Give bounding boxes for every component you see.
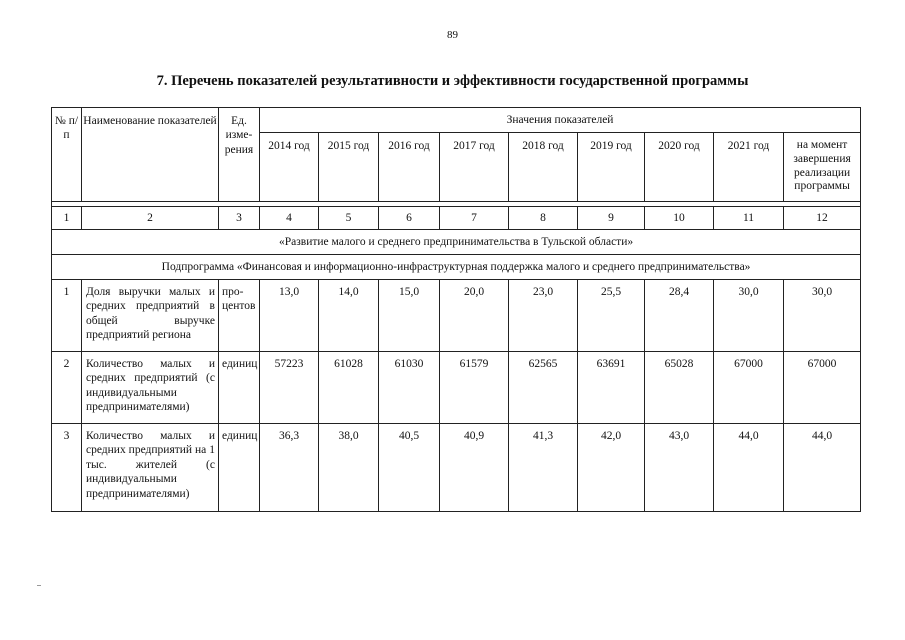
indicator-unit: про-центов	[219, 280, 260, 352]
indicator-name: Количество малых и средних предприятий (с индивидуальными предпринимателями)	[82, 352, 219, 424]
column-index: 2	[82, 207, 219, 230]
column-index: 7	[440, 207, 509, 230]
indicator-unit: единиц	[219, 424, 260, 512]
column-index: 1	[52, 207, 82, 230]
header-year: 2014 год	[260, 133, 319, 202]
header-year: 2015 год	[319, 133, 379, 202]
value-cell: 41,3	[509, 424, 578, 512]
indicator-unit: единиц	[219, 352, 260, 424]
indicators-table	[51, 107, 861, 512]
subprogram-title: Подпрограмма «Финансовая и информационно-инфраструктурная поддержка малого и среднего предпринимательства»	[52, 255, 861, 280]
column-index: 12	[784, 207, 861, 230]
page-number: 89	[447, 29, 458, 41]
column-index: 10	[645, 207, 714, 230]
table-row	[52, 352, 861, 424]
row-number: 3	[52, 424, 82, 512]
value-cell: 30,0	[714, 280, 784, 352]
row-number: 2	[52, 352, 82, 424]
column-index: 5	[319, 207, 379, 230]
value-cell: 62565	[509, 352, 578, 424]
value-cell: 63691	[578, 352, 645, 424]
value-cell: 20,0	[440, 280, 509, 352]
header-year: 2020 год	[645, 133, 714, 202]
value-cell: 67000	[784, 352, 861, 424]
table-row	[52, 280, 861, 352]
column-index: 6	[379, 207, 440, 230]
value-cell: 57223	[260, 352, 319, 424]
value-cell: 65028	[645, 352, 714, 424]
header-unit: Ед. изме-рения	[219, 108, 260, 202]
value-cell: 14,0	[319, 280, 379, 352]
value-cell: 44,0	[714, 424, 784, 512]
header-year: 2019 год	[578, 133, 645, 202]
row-number: 1	[52, 280, 82, 352]
value-cell: 61579	[440, 352, 509, 424]
column-index: 8	[509, 207, 578, 230]
value-cell: 42,0	[578, 424, 645, 512]
header-final-value: на момент завершения реализации программы	[784, 133, 861, 202]
value-cell: 38,0	[319, 424, 379, 512]
scan-mark	[37, 585, 41, 586]
value-cell: 44,0	[784, 424, 861, 512]
header-year: 2016 год	[379, 133, 440, 202]
indicator-name: Количество малых и средних предприятий на 1 тыс. жителей (с индивидуальными предпринимателями)	[82, 424, 219, 512]
value-cell: 40,9	[440, 424, 509, 512]
value-cell: 15,0	[379, 280, 440, 352]
value-cell: 61030	[379, 352, 440, 424]
column-index: 4	[260, 207, 319, 230]
column-index: 11	[714, 207, 784, 230]
header-year: 2018 год	[509, 133, 578, 202]
value-cell: 61028	[319, 352, 379, 424]
value-cell: 13,0	[260, 280, 319, 352]
indicator-name: Доля выручки малых и средних предприятий в общей выручке предприятий региона	[82, 280, 219, 352]
value-cell: 30,0	[784, 280, 861, 352]
value-cell: 28,4	[645, 280, 714, 352]
value-cell: 43,0	[645, 424, 714, 512]
header-num: № п/п	[52, 108, 82, 202]
value-cell: 23,0	[509, 280, 578, 352]
value-cell: 40,5	[379, 424, 440, 512]
table-row	[52, 424, 861, 512]
header-name: Наименование показателей	[82, 108, 219, 202]
document-title: 7. Перечень показателей результативности и эффективности государственной программы	[156, 73, 749, 89]
column-index: 3	[219, 207, 260, 230]
value-cell: 36,3	[260, 424, 319, 512]
value-cell: 67000	[714, 352, 784, 424]
value-cell: 25,5	[578, 280, 645, 352]
header-year: 2021 год	[714, 133, 784, 202]
column-index: 9	[578, 207, 645, 230]
header-year: 2017 год	[440, 133, 509, 202]
header-values-group: Значения показателей	[260, 108, 861, 133]
program-title: «Развитие малого и среднего предпринимательства в Тульской области»	[52, 230, 861, 255]
